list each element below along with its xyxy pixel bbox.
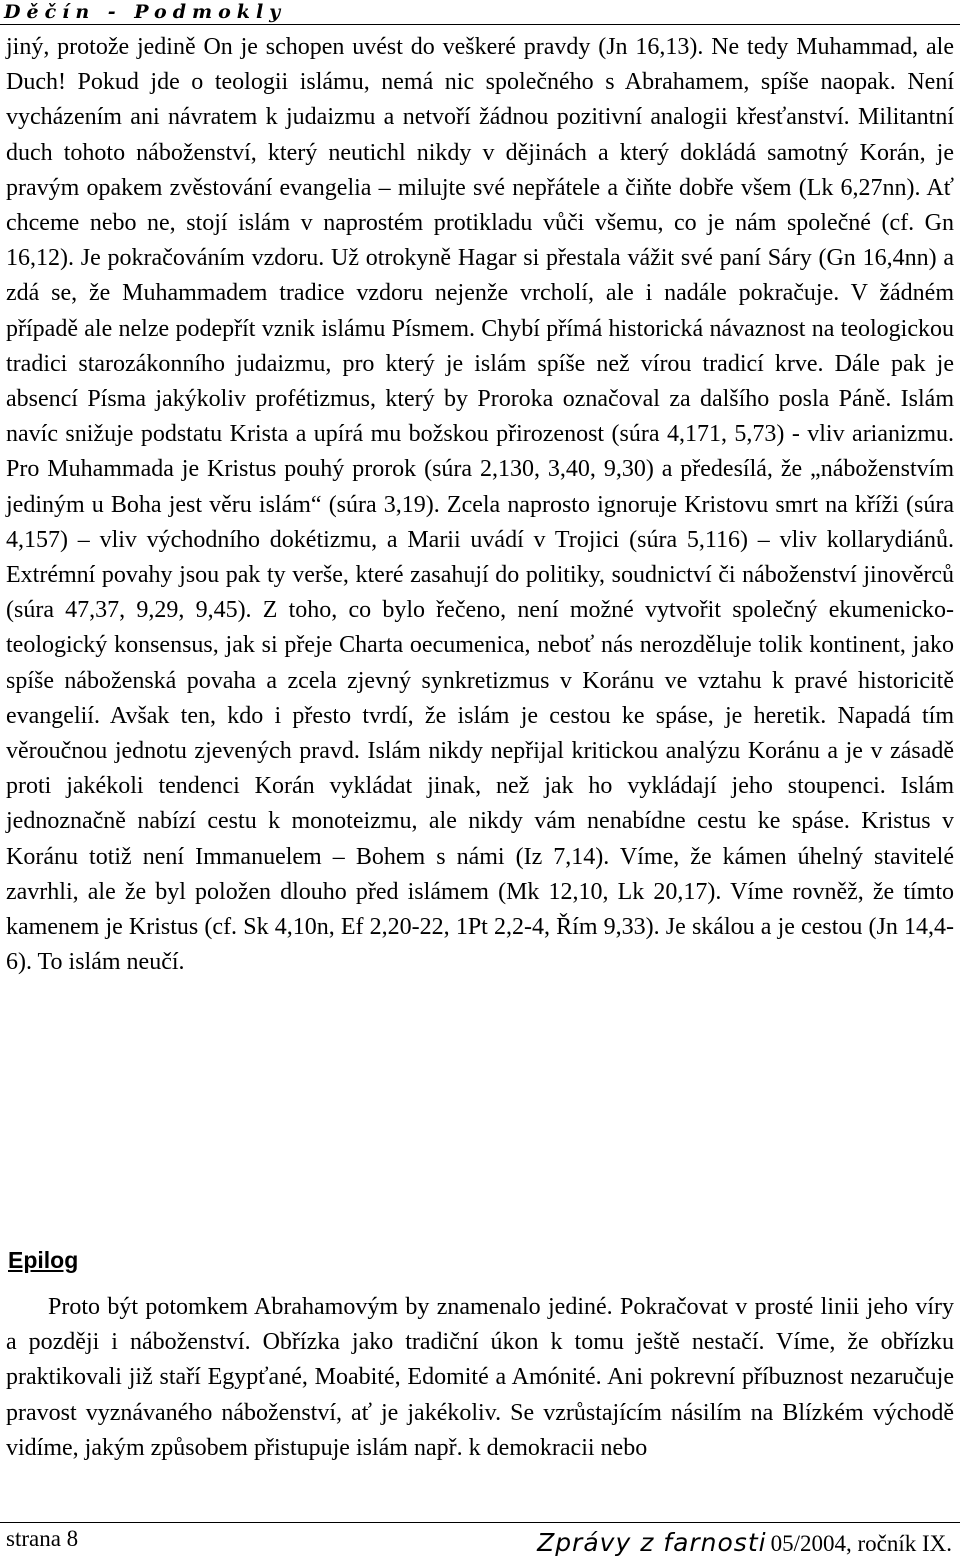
epilog-text [6, 1290, 954, 1466]
publication-name: Zprávy z farnosti [537, 1528, 767, 1557]
running-header: Děčín - Podmokly [4, 1, 287, 23]
main-paragraph: jiný, protože jedině On je schopen uvést do veškeré pravdy (Jn 16,13). Ne tedy Muhammad, ale Duch! Pokud jde o teologii islámu, nemá nic společného s Abrahamem, spíše naopak. Není vycházením ani návratem k judaizmu a netvoří žádnou pozitivní analogii křesťanství. Militantní duch tohoto náboženství, který neutichl nikdy v dějinách a který dokládá samotný Korán, je pravým opakem zvěstování evangelia – milujte své nepřátele a čiňte dobře všem (Lk 6,27nn). Ať chceme nebo ne, stojí islám v naprostém protikladu vůči všemu, co je nám společné (cf. Gn 16,12). Je pokračováním vzdoru. Už otrokyně Hagar si přestala vážit své paní Sáry (Gn 16,4nn) a zdá se, že Muhammadem tradice vzdoru nejenže vrcholí, ale i nadále pokračuje. V žádném případě ale nelze podepřít vznik islámu Písmem. Chybí přímá historická návaznost na teologickou tradici starozákonního judaizmu, pro který je islám spíše než vírou tradicí krve. Dále pak je absencí Písma jakýkoliv profétizmus, který by Proroka označoval za dalšího posla Páně. Islám navíc snižuje podstatu Krista a upírá mu božskou přirozenost (súra 4,171, 5,73) - vliv arianizmu. Pro Muhammada je Kristus pouhý prorok (súra 2,130, 3,40, 9,30) a předesílá, že „náboženstvím jediným u Boha jest věru islám“ (súra 3,19). Zcela naprosto ignoruje Kristovu smrt na kříži (súra 4,157) – vliv východního dokétizmu, a Marii uvádí v Trojici (súra 5,116) – vliv kollarydiánů. Extrémní povahy jsou pak ty verše, které zasahují do politiky, soudnictví či náboženství jinověrců (súra 47,37, 9,29, 9,45). Z toho, co bylo řečeno, není možné vytvořit společný ekumenicko-teologický konsensus, jak si přeje Charta oecumenica, neboť nás nerozděluje tolik kontinent, jako spíše náboženská povaha a zcela zjevný synkretizmus v Koránu ve vztahu k pravé historicitě evangelií. Avšak ten, kdo i přesto tvrdí, že islám je cestou ke spáse, je heretik. Napadá tím věroučnou jednotu zjevených pravd. Islám nikdy nepřijal kritickou analýzu Koránu a je v zásadě proti jakékoli tendenci Korán vykládat jinak, než jak ho vykládají jeho stoupenci. Islám jednoznačně nabízí cestu k monoteizmu, ale nikdy vám nenabídne cestu ke spáse. Kristus v Koránu totiž není Immanuelem – Bohem s námi (Iz 7,14). Víme, že kámen úhelný stavitelé zavrhli, ale že byl položen dlouho před islámem (Mk 12,10, Lk 20,17). Víme rovněž, že tímto kamenem je Kristus (cf. Sk 4,10n, Ef 2,20-22, 1Pt 2,2-4, Řím 9,33). Je skálou a je cestou (Jn 14,4-6). To islám neučí. [6, 34, 954, 976]
section-heading: Epilog [8, 1247, 79, 1273]
issue-info: 05/2004, ročník IX. [770, 1531, 952, 1556]
header-divider [0, 24, 960, 25]
footer-masthead [537, 1526, 952, 1564]
footer-divider [0, 1522, 960, 1523]
epilog-paragraph: Proto být potomkem Abrahamovým by znamenalo jediné. Pokračovat v prosté linii jeho víry a později i náboženství. Obřízka jako tradiční úkon k tomu ještě nestačí. Víme, že obřízku praktikovali již staří Egypťané, Moabité, Edomité a Amónité. Ani pokrevní příbuznost nezaručuje pravost vyznávaného náboženství, ať je jakékoliv. Se vzrůstajícím násilím na Blízkém východě vidíme, jakým způsobem přistupuje islám např. k demokracii nebo [6, 1294, 954, 1461]
page-number: strana 8 [6, 1526, 79, 1551]
main-text [6, 30, 954, 980]
